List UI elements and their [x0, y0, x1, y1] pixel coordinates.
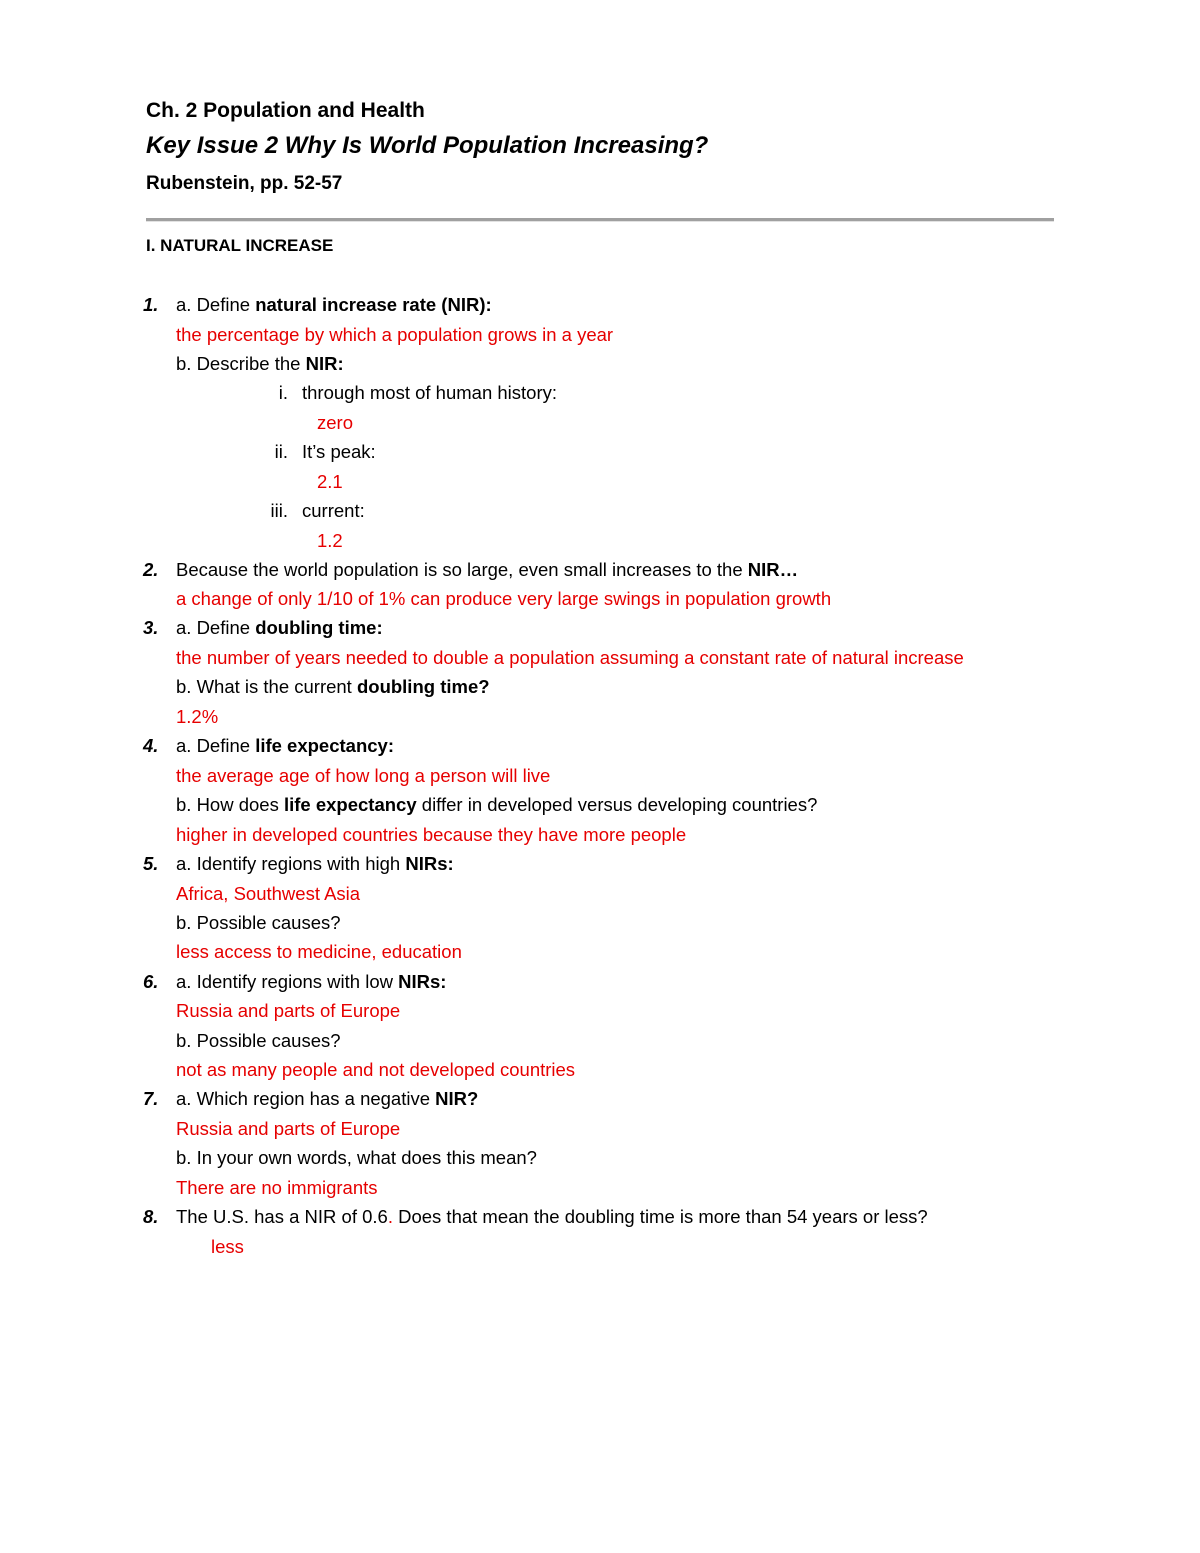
q2-prompt: Because the world population is so large, even small increases to the NIR… [176, 559, 799, 580]
key-issue-title: Key Issue 2 Why Is World Population Increasing? [146, 132, 709, 159]
section-heading: I. NATURAL INCREASE [146, 236, 334, 255]
q7-a-prompt: a. Which region has a negative NIR? [176, 1088, 479, 1109]
q8-number: 8. [143, 1206, 159, 1227]
q1-b-item-3-answer: 1.2 [317, 530, 343, 551]
q4-b-prompt: b. How does life expectancy differ in developed versus developing countries? [176, 794, 818, 815]
q3-b-prompt: b. What is the current doubling time? [176, 676, 490, 697]
q8-answer: less [211, 1236, 244, 1257]
q5-b-prompt: b. Possible causes? [176, 912, 341, 933]
q6-a-prompt: a. Identify regions with low NIRs: [176, 971, 447, 992]
q4-a-prompt: a. Define life expectancy: [176, 735, 395, 756]
q6-number: 6. [143, 971, 159, 992]
q5-a-answer: Africa, Southwest Asia [176, 883, 361, 904]
q4-number: 4. [143, 735, 159, 756]
q3-a-answer: the number of years needed to double a population assuming a constant rate of natural increase [176, 647, 964, 668]
q4-a-answer: the average age of how long a person will live [176, 765, 551, 786]
q6-b-prompt: b. Possible causes? [176, 1030, 341, 1051]
q1-b-item-3: iii. current: [270, 500, 365, 521]
q7-a-answer: Russia and parts of Europe [176, 1118, 401, 1139]
q2-answer: a change of only 1/10 of 1% can produce very large swings in population growth [176, 588, 832, 609]
q7-number: 7. [143, 1088, 159, 1109]
q1-number: 1. [143, 294, 159, 315]
q1-b-item-2: ii. It’s peak: [274, 441, 376, 462]
q5-a-prompt: a. Identify regions with high NIRs: [176, 853, 454, 874]
q8-prompt: The U.S. has a NIR of 0.6. Does that mean the doubling time is more than 54 years or less? [176, 1206, 928, 1227]
q3-a-prompt: a. Define doubling time: [176, 617, 383, 638]
q1-b-item-1: i. through most of human history: [278, 382, 558, 403]
q3-b-answer: 1.2% [176, 706, 219, 727]
q7-b-answer: There are no immigrants [176, 1177, 378, 1198]
q1-b-item-1-answer: zero [317, 412, 353, 433]
q1-b-item-2-answer: 2.1 [317, 471, 343, 492]
q1-a-prompt: a. Define natural increase rate (NIR): [176, 294, 492, 315]
q6-a-answer: Russia and parts of Europe [176, 1000, 401, 1021]
q4-b-answer: higher in developed countries because they have more people [176, 824, 687, 845]
q7-b-prompt: b. In your own words, what does this mean? [176, 1147, 537, 1168]
q1-b-prompt: b. Describe the NIR: [176, 353, 344, 374]
q5-number: 5. [143, 853, 159, 874]
chapter-title: Ch. 2 Population and Health [146, 99, 425, 122]
q5-b-answer: less access to medicine, education [176, 941, 462, 962]
q2-number: 2. [143, 559, 159, 580]
q6-b-answer: not as many people and not developed countries [176, 1059, 576, 1080]
source-reference: Rubenstein, pp. 52-57 [146, 173, 343, 194]
q3-number: 3. [143, 617, 159, 638]
q1-a-answer: the percentage by which a population grows in a year [176, 324, 614, 345]
horizontal-divider [146, 218, 1054, 222]
